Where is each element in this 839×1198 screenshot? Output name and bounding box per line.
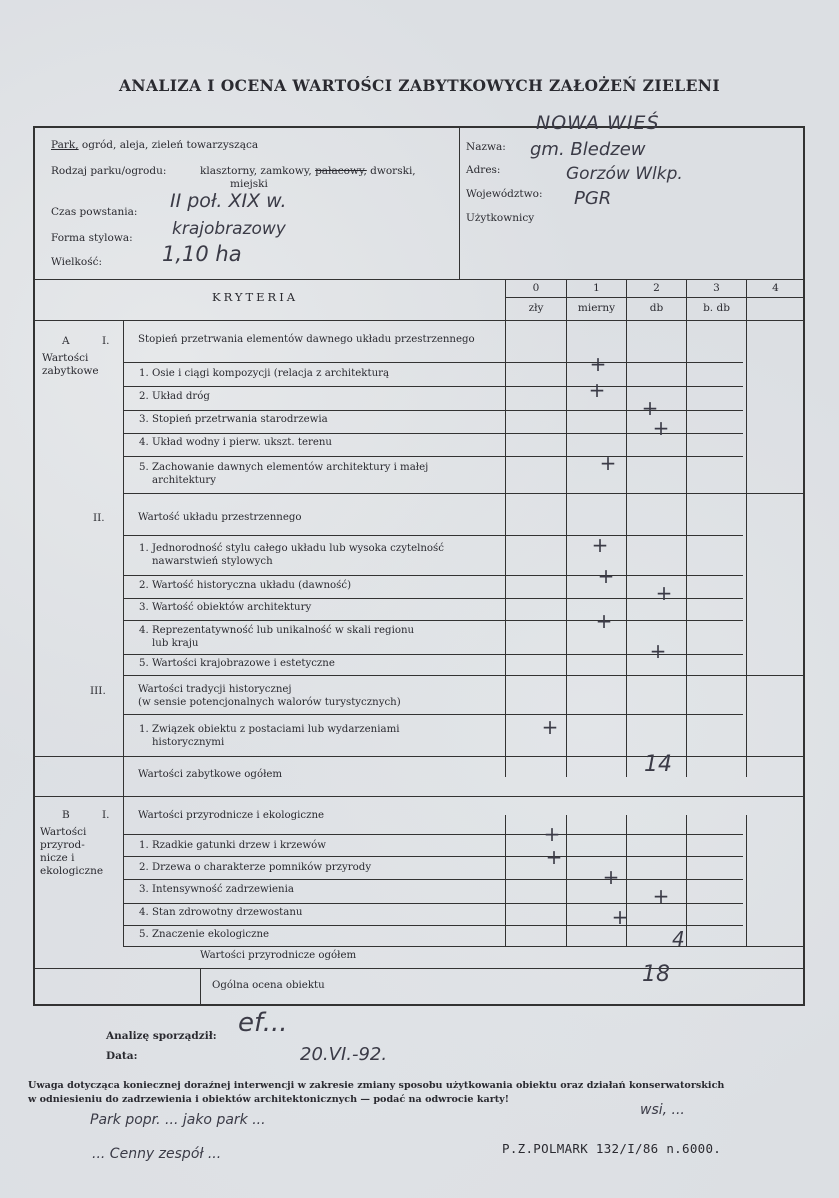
a-i-rule-3 (123, 433, 743, 434)
hw-czas: II poł. XIX w. (170, 190, 287, 212)
a-ii-item-5: 5. Wartości krajobrazowe i estetyczne (139, 658, 335, 669)
score-3: 3 (713, 282, 720, 294)
b-title: Wartości przyrodnicze i ekologiczne (138, 810, 325, 821)
hw-signature: ef... (238, 1008, 288, 1038)
b-item-4: 4. Stan zdrowotny drzewostanu (139, 907, 303, 918)
rodzaj-opts-struck: pałacowy, (315, 165, 367, 177)
uwaga-line-1: Uwaga dotycząca koniecznej doraźnej interwencji w zakresie zmiany sposobu użytkowania obiektu oraz działań konserwatorskich (28, 1080, 725, 1091)
mark-a-i-5: + (599, 451, 617, 475)
mark-b-3: + (602, 865, 620, 889)
score-4: 4 (772, 282, 779, 294)
mark-a-i-3: + (641, 396, 659, 420)
a-ii-item-2: 2. Wartość historyczna układu (dawność) (139, 580, 352, 591)
score-col-line-4 (746, 279, 747, 777)
a-ii-item-3: 3. Wartość obiektów architektury (139, 602, 312, 613)
score-2: 2 (653, 282, 660, 294)
score-1: 1 (593, 282, 600, 294)
uzytk-label: Użytkownicy (466, 212, 535, 224)
a-iii-item-1b: historycznymi (152, 737, 225, 748)
section-a-divider (123, 320, 124, 797)
hw-woj: PGR (574, 188, 612, 209)
a-ii-item-1: 1. Jednorodność stylu całego układu lub wysoka czytelność (139, 543, 444, 554)
b-item-1: 1. Rzadkie gatunki drzew i krzewów (139, 840, 327, 851)
hw-note-2: ... Cenny zespół ... (92, 1146, 222, 1162)
nazwa-label: Nazwa: (466, 141, 506, 153)
a-iii-item-1: 1. Związek obiektu z postaciami lub wydarzeniami (139, 724, 400, 735)
a-i-item-4: 4. Układ wodny i pierw. ukszt. terenu (139, 437, 332, 448)
overall-label: Ogólna ocena obiektu (212, 980, 325, 991)
a-ii-title: Wartość układu przestrzennego (138, 512, 302, 523)
mark-b-4: + (611, 905, 629, 929)
czas-label: Czas powstania: (51, 206, 138, 218)
hw-adres2: Gorzów Wlkp. (566, 164, 683, 184)
info-divider (459, 127, 460, 279)
uwaga-line-2: w odniesieniu do zadrzewienia i obiektów architektonicznych — podać na odwrocie karty! (28, 1094, 509, 1105)
section-b-label-1: Wartości (40, 826, 87, 838)
criteria-header-bottom-rule (34, 320, 804, 321)
a-i-item-1: 1. Osie i ciągi kompozycji (relacja z architekturą (139, 368, 390, 379)
mark-a-i-4: + (652, 416, 670, 440)
a-iii-title-2: (w sensie potencjonalnych walorów turystycznych) (138, 697, 401, 708)
mark-a-iii-1: + (541, 715, 559, 739)
a-i-rule-5 (123, 493, 804, 494)
section-b-divider (123, 796, 124, 946)
section-b-label-3: nicze i (40, 852, 75, 864)
park-type-line (51, 139, 258, 152)
overall-divider (200, 968, 201, 1006)
section-a-i-num: I. (102, 335, 110, 347)
a-ii-item-4: 4. Reprezentatywność lub unikalność w skali regionu (139, 625, 415, 636)
hw-note-right: wsi, ... (640, 1102, 685, 1118)
score-label-2: db (649, 302, 664, 314)
b-item-2: 2. Drzewa o charakterze pomników przyrody (139, 862, 372, 873)
score-label-1: mierny (577, 302, 616, 314)
info-bottom-rule (34, 279, 804, 280)
rodzaj-opts-b: dworski, (370, 165, 416, 177)
hw-forma: krajobrazowy (172, 219, 286, 239)
mark-a-ii-4: + (595, 609, 613, 633)
score-col-line-2 (626, 279, 627, 777)
section-a-label-1: Wartości (42, 352, 89, 364)
a-i-rule-1 (123, 386, 743, 387)
a-i-rule-0 (123, 362, 743, 363)
b-rule-3 (123, 903, 743, 904)
a-i-item-2: 2. Układ dróg (139, 391, 210, 402)
section-a-iii-num: III. (90, 685, 106, 697)
hw-sum-b: 4 (672, 927, 685, 951)
rodzaj-options (200, 165, 416, 178)
section-b-label-2: przyrod- (40, 839, 85, 851)
form-title: ANALIZA I OCENA WARTOŚCI ZABYTKOWYCH ZAŁOŻEŃ ZIELENI (118, 76, 720, 95)
a-i-item-5b: architektury (152, 475, 217, 486)
a-ii-item-4b: lub kraju (152, 638, 199, 649)
woj-label: Województwo: (466, 188, 543, 200)
section-b-i-num: I. (102, 809, 110, 821)
section-b-label-4: ekologiczne (40, 865, 104, 877)
rodzaj-opts-c: miejski (230, 178, 268, 190)
printer-imprint: P.Z.POLMARK 132/I/86 n.6000. (502, 1141, 722, 1156)
hw-note-1: Park popr. ... jako park ... (90, 1112, 266, 1128)
wielkosc-label: Wielkość: (51, 256, 103, 268)
analiza-label: Analizę sporządził: (106, 1030, 217, 1042)
b-rule-5 (123, 946, 804, 947)
b-rule-1 (123, 856, 743, 857)
mark-a-i-2: + (588, 378, 606, 402)
b-rule-2 (123, 879, 743, 880)
a-iii-rule-1 (34, 756, 804, 757)
park-type-selected: Park, (51, 139, 79, 151)
mark-a-ii-2: + (597, 564, 615, 588)
rodzaj-opts-a: klasztorny, zamkowy, (200, 165, 312, 177)
score-header-mid-rule (505, 297, 804, 298)
hw-wielkosc: 1,10 ha (162, 242, 242, 266)
a-ii-rule-3 (123, 620, 743, 621)
score-0: 0 (532, 282, 540, 294)
score-col-line-3 (686, 279, 687, 777)
b-item-5: 5. Znaczenie ekologiczne (139, 929, 270, 940)
mark-a-i-1: + (589, 352, 607, 376)
hw-date: 20.VI.-92. (300, 1044, 388, 1065)
a-summary: Wartości zabytkowe ogółem (138, 769, 283, 780)
b-rule-0 (123, 834, 743, 835)
a-ii-rule-5 (123, 675, 804, 676)
park-type-rest: ogród, aleja, zieleń towarzysząca (81, 139, 259, 151)
mark-b-3b: + (652, 884, 670, 908)
rodzaj-label: Rodzaj parku/ogrodu: (51, 165, 167, 177)
hw-adres: gm. Bledzew (530, 139, 646, 160)
a-i-rule-4 (123, 456, 743, 457)
mark-a-ii-5: + (649, 639, 667, 663)
b-rule-4 (123, 925, 743, 926)
b-score-col-4 (746, 815, 747, 946)
a-i-title: Stopień przetrwania elementów dawnego układu przestrzennego (138, 334, 475, 345)
section-a-ii-num: II. (93, 512, 105, 524)
a-ii-rule-0 (123, 535, 743, 536)
a-ii-rule-1 (123, 575, 743, 576)
mark-b-2: + (545, 845, 563, 869)
hw-total: 18 (642, 962, 670, 987)
a-i-item-5: 5. Zachowanie dawnych elementów architektury i małej (139, 462, 429, 473)
a-ii-item-1b: nawarstwień stylowych (152, 556, 273, 567)
score-label-0: zły (528, 302, 544, 314)
section-b-letter: B (62, 809, 70, 821)
mark-b-1: + (543, 822, 561, 846)
a-summary-rule (34, 796, 804, 797)
kryteria-header: KRYTERIA (212, 290, 299, 304)
adres-label: Adres: (466, 164, 501, 176)
b-item-3: 3. Intensywność zadrzewienia (139, 884, 294, 895)
mark-a-ii-1: + (591, 533, 609, 557)
b-summary-rule (34, 968, 804, 969)
score-label-3: b. db (703, 302, 730, 314)
a-i-item-3: 3. Stopień przetrwania starodrzewia (139, 414, 328, 425)
score-col-line-1 (566, 279, 567, 777)
a-iii-title-1: Wartości tradycji historycznej (138, 684, 292, 695)
hw-sum-a: 14 (644, 752, 672, 777)
a-iii-rule-0 (123, 714, 743, 715)
score-col-line-0 (505, 279, 506, 777)
section-a-letter: A (62, 335, 70, 347)
section-a-label-2: zabytkowe (42, 365, 99, 377)
forma-label: Forma stylowa: (51, 232, 133, 244)
hw-nazwa: NOWA WIEŚ (536, 112, 660, 134)
a-ii-rule-2 (123, 598, 743, 599)
mark-a-ii-3: + (655, 581, 673, 605)
data-label: Data: (106, 1050, 138, 1062)
b-summary: Wartości przyrodnicze ogółem (200, 950, 357, 961)
